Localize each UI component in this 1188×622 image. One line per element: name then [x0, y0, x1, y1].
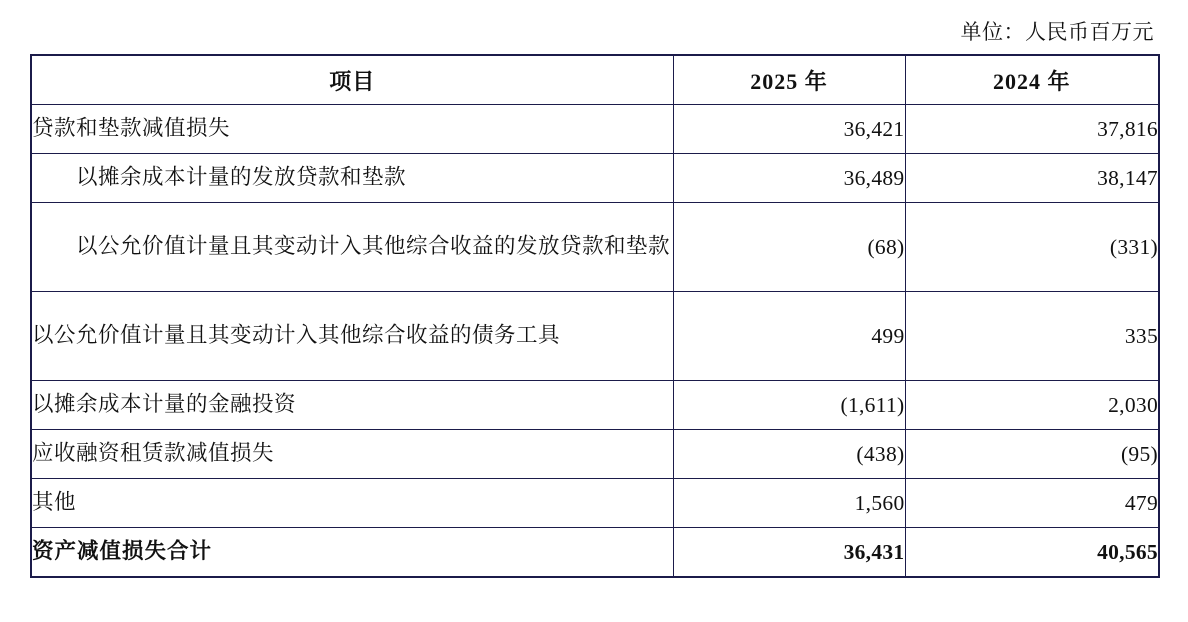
- column-header-item: 项目: [31, 55, 673, 105]
- table-row: [31, 203, 1159, 292]
- row-label: 贷款和垫款减值损失: [31, 105, 673, 154]
- cell-2024: (95): [905, 430, 1159, 479]
- row-label: 以公允价值计量且其变动计入其他综合收益的债务工具: [31, 292, 673, 381]
- cell-2025: 499: [673, 292, 905, 381]
- table-row: [31, 292, 1159, 381]
- cell-2025: (68): [673, 203, 905, 292]
- cell-2024: (331): [905, 203, 1159, 292]
- table-row: [31, 381, 1159, 430]
- table-row: [31, 528, 1159, 578]
- table-body: [31, 105, 1159, 578]
- table-row: [31, 154, 1159, 203]
- cell-2025: 36,421: [673, 105, 905, 154]
- table-row: [31, 479, 1159, 528]
- column-header-2024: 2024 年: [905, 55, 1159, 105]
- cell-2024: 2,030: [905, 381, 1159, 430]
- row-label: 资产减值损失合计: [31, 528, 673, 578]
- table-header-row: [31, 55, 1159, 105]
- row-label: 以公允价值计量且其变动计入其他综合收益的发放贷款和垫款: [31, 203, 673, 292]
- cell-2025: 36,489: [673, 154, 905, 203]
- table-row: [31, 105, 1159, 154]
- row-label: 其他: [31, 479, 673, 528]
- impairment-losses-table: [30, 54, 1160, 578]
- cell-2025: 36,431: [673, 528, 905, 578]
- cell-2024: 40,565: [905, 528, 1159, 578]
- row-label: 以摊余成本计量的金融投资: [31, 381, 673, 430]
- cell-2024: 479: [905, 479, 1159, 528]
- cell-2025: (1,611): [673, 381, 905, 430]
- table-row: [31, 430, 1159, 479]
- column-header-2025: 2025 年: [673, 55, 905, 105]
- cell-2024: 37,816: [905, 105, 1159, 154]
- cell-2025: 1,560: [673, 479, 905, 528]
- row-label: 应收融资租赁款减值损失: [31, 430, 673, 479]
- cell-2024: 335: [905, 292, 1159, 381]
- cell-2024: 38,147: [905, 154, 1159, 203]
- unit-note: 单位：人民币百万元: [960, 20, 1154, 44]
- cell-2025: (438): [673, 430, 905, 479]
- row-label: 以摊余成本计量的发放贷款和垫款: [31, 154, 673, 203]
